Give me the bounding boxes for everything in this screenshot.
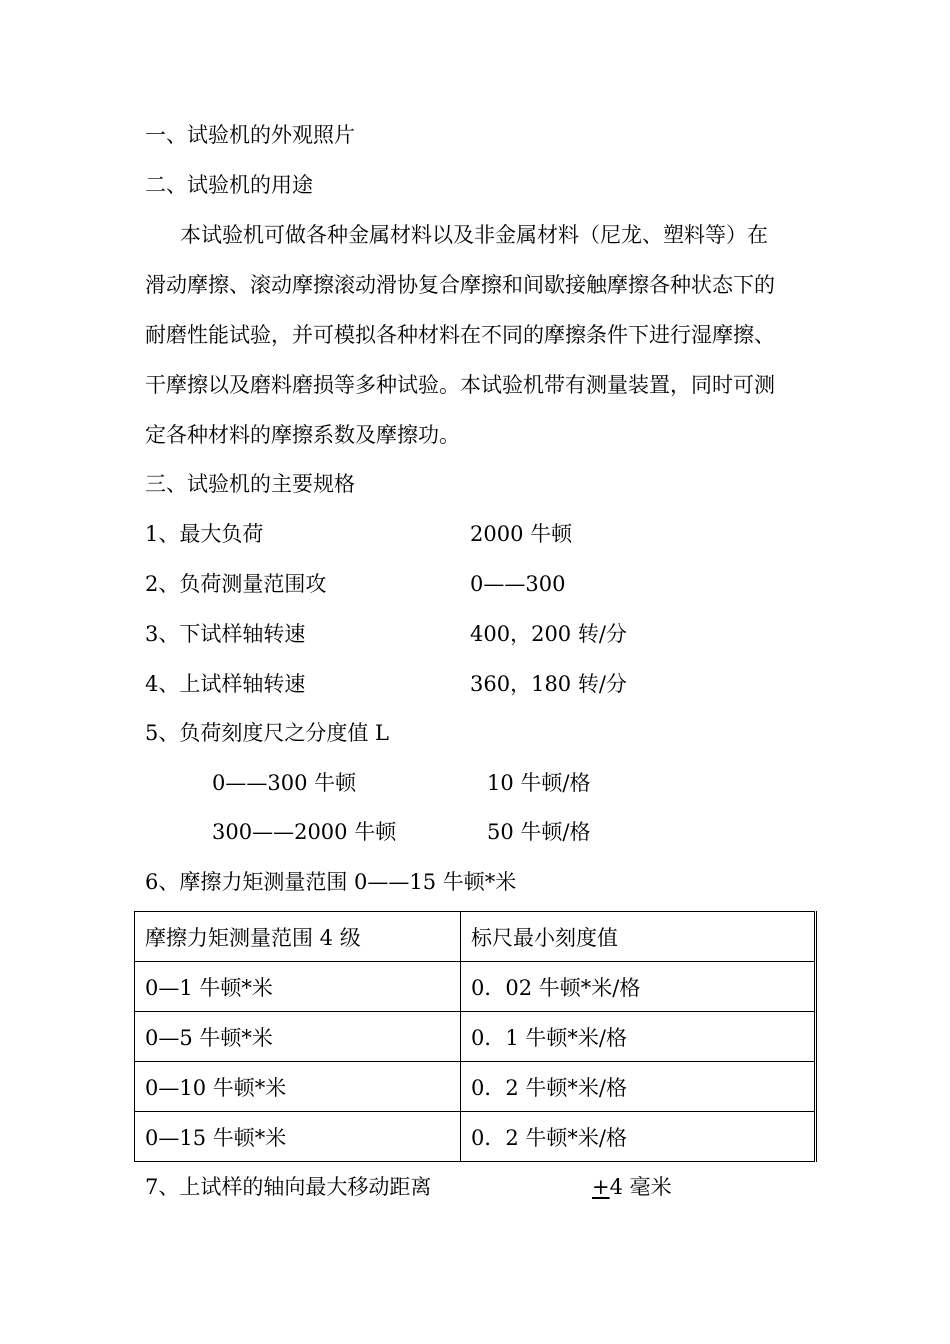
section-2-heading: 二、试验机的用途	[145, 173, 313, 197]
load-scale-value: 50 牛顿/格	[487, 820, 591, 844]
table-cell: 0—15 牛顿*米	[135, 1112, 461, 1162]
table-row	[135, 1012, 816, 1062]
table-cell: 0．1 牛顿*米/格	[461, 1012, 816, 1062]
table-header-cell: 摩擦力矩测量范围 4 级	[135, 912, 461, 962]
table-row	[135, 1112, 816, 1162]
spec-value: 2000 牛顿	[470, 522, 573, 546]
spec-7-label: 7、上试样的轴向最大移动距离	[145, 1175, 432, 1199]
torque-range-table	[134, 911, 817, 1162]
purpose-paragraph-line: 滑动摩擦、滚动摩擦滚动滑协复合摩擦和间歇接触摩擦各种状态下的	[145, 273, 775, 297]
spec-6-label: 6、摩擦力矩测量范围 0——15 牛顿*米	[145, 870, 517, 894]
load-scale-value: 10 牛顿/格	[487, 771, 591, 795]
table-cell: 0—1 牛顿*米	[135, 962, 461, 1012]
load-scale-range: 0——300 牛顿	[212, 771, 357, 795]
purpose-paragraph-line: 干摩擦以及磨料磨损等多种试验。本试验机带有测量装置，同时可测	[145, 373, 775, 397]
load-scale-range: 300——2000 牛顿	[212, 820, 397, 844]
table-header-row	[135, 912, 816, 962]
table-cell: 0．2 牛顿*米/格	[461, 1112, 816, 1162]
table-cell: 0．02 牛顿*米/格	[461, 962, 816, 1012]
plus-minus-sign: +	[592, 1175, 610, 1199]
table-row	[135, 962, 816, 1012]
table-header-cell: 标尺最小刻度值	[461, 912, 816, 962]
section-1-heading: 一、试验机的外观照片	[145, 123, 355, 147]
spec-label: 4、上试样轴转速	[145, 672, 306, 696]
purpose-paragraph-line: 本试验机可做各种金属材料以及非金属材料（尼龙、塑料等）在	[180, 223, 768, 247]
table-cell: 0—10 牛顿*米	[135, 1062, 461, 1112]
spec-value: 360，180 转/分	[470, 672, 627, 696]
spec-label: 3、下试样轴转速	[145, 622, 306, 646]
section-3-heading: 三、试验机的主要规格	[145, 472, 355, 496]
purpose-paragraph-line: 定各种材料的摩擦系数及摩擦功。	[145, 423, 460, 447]
spec-value: 0——300	[470, 572, 566, 596]
purpose-paragraph-line: 耐磨性能试验，并可模拟各种材料在不同的摩擦条件下进行湿摩擦、	[145, 323, 775, 347]
table-row	[135, 1062, 816, 1112]
spec-label: 1、最大负荷	[145, 522, 264, 546]
spec-5-label: 5、负荷刻度尺之分度值 L	[145, 721, 389, 745]
spec-value: 400，200 转/分	[470, 622, 627, 646]
spec-7-value	[592, 1172, 672, 1202]
table-cell: 0—5 牛顿*米	[135, 1012, 461, 1062]
table-cell: 0．2 牛顿*米/格	[461, 1062, 816, 1112]
spec-7-distance: 4 毫米	[609, 1175, 672, 1199]
spec-label: 2、负荷测量范围攻	[145, 572, 327, 596]
